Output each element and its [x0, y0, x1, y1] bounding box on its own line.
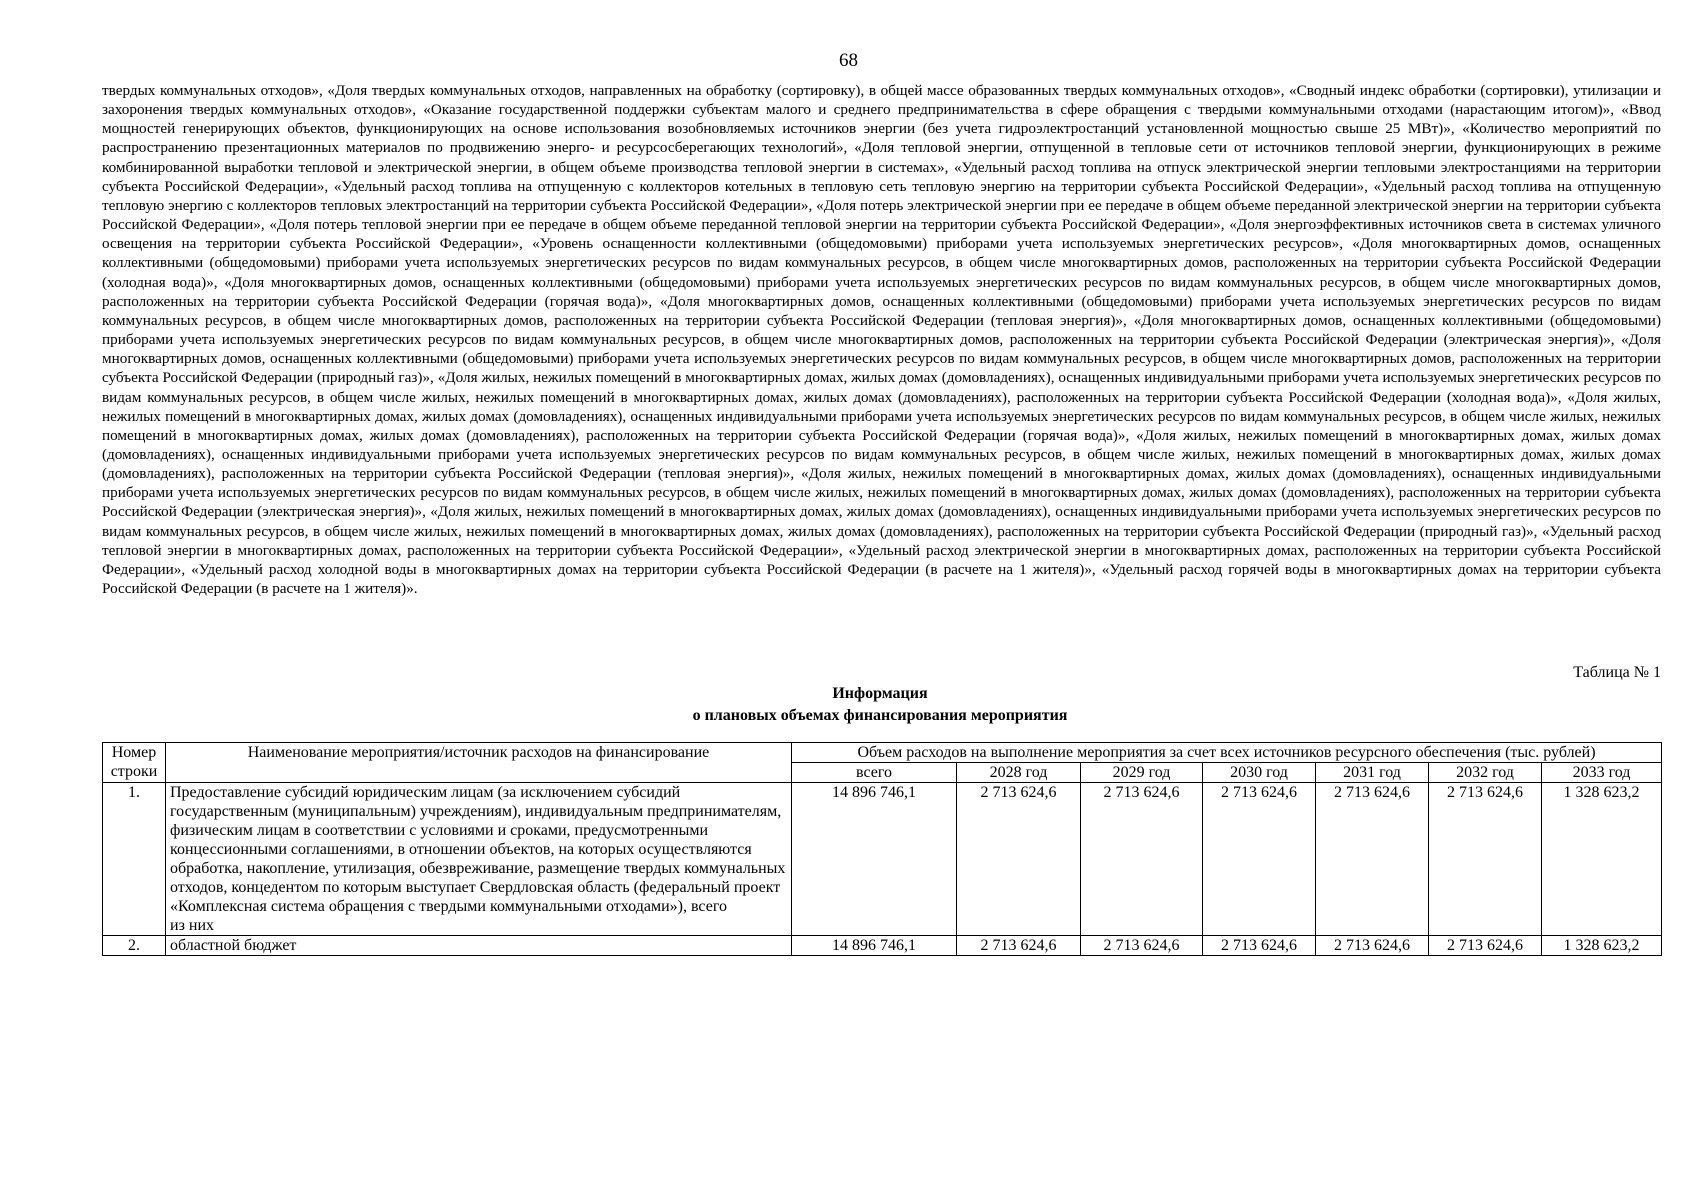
row-name-text: Предоставление субсидий юридическим лицам (за исключением субсидий государственным (муниципальным) учреждениям), индивидуальным предпринимателям, физическим лицам в соответствии с условиями и сроками, предусмотренными концессионными соглашениями, в отношении объектов, на которых осуществляются обработка, накопление, утилизация, обезвреживание, размещение твердых коммунальных отходов, концедентом по которым выступает Свердловская область (федеральный проект «Комплексная система обращения с твердыми коммунальными отходами»), всего — [170, 784, 786, 915]
header-year: 2030 год — [1203, 763, 1316, 783]
row-year-cell: 2 713 624,6 — [1316, 936, 1429, 956]
table-title-line1: Информация — [832, 685, 928, 702]
body-text-paragraph: твердых коммунальных отходов», «Доля твердых коммунальных отходов, направленных на обработку (сортировку), в общей массе образованных твердых коммунальных отходов», «Сводный индекс обработки (сортировки), утилизации и захоронения твердых коммунальных отходов», «Оказание государственной поддержки субъектам малого и среднего предпринимательства в сфере обращения с твердыми коммунальными отходами (нарастающим итогом)», «Ввод мощностей генерирующих объектов, функционирующих на основе использования возобновляемых источников энергии (без учета гидроэлектростанций установленной мощностью свыше 25 МВт)», «Количество мероприятий по распространению презентационных материалов по продвижению энерго- и ресурсосберегающих технологий», «Доля тепловой энергии, отпущенной в тепловые сети от источников тепловой энергии, функционирующих в режиме комбинированной выработки тепловой и электрической энергии, в общем объеме производства тепловой энергии в системах», «Удельный расход топлива на отпуск электрической энергии тепловыми электростанциями на территории субъекта Российской Федерации», «Удельный расход топлива на отпущенную с коллекторов котельных в тепловую сеть тепловую энергию на территории субъекта Российской Федерации», «Удельный расход топлива на отпущенную тепловую энергию с коллекторов тепловых электростанций на территории субъекта Российской Федерации», «Доля потерь электрической энергии при ее передаче в общем объеме переданной электрической энергии на территории субъекта Российской Федерации», «Доля потерь тепловой энергии при ее передаче в общем объеме переданной тепловой энергии на территории субъекта Российской Федерации», «Доля энергоэффективных источников света в системах уличного освещения на территории субъекта Российской Федерации», «Уровень оснащенности коллективными (общедомовыми) приборами учета используемых энергетических ресурсов», «Доля многоквартирных домов, оснащенных коллективными (общедомовыми) приборами учета используемых энергетических ресурсов по видам коммунальных ресурсов, в общем числе многоквартирных домов, расположенных на территории субъекта Российской Федерации (холодная вода)», «Доля многоквартирных домов, оснащенных коллективными (общедомовыми) приборами учета используемых энергетических ресурсов по видам коммунальных ресурсов, в общем числе многоквартирных домов, расположенных на территории субъекта Российской Федерации (горячая вода)», «Доля многоквартирных домов, оснащенных коллективными (общедомовыми) приборами учета используемых энергетических ресурсов по видам коммунальных ресурсов, в общем числе многоквартирных домов, расположенных на территории субъекта Российской Федерации (тепловая энергия)», «Доля многоквартирных домов, оснащенных коллективными (общедомовыми) приборами учета используемых энергетических ресурсов по видам коммунальных ресурсов, в общем числе многоквартирных домов, расположенных на территории субъекта Российской Федерации (электрическая энергия)», «Доля многоквартирных домов, оснащенных коллективными (общедомовыми) приборами учета используемых энергетических ресурсов по видам коммунальных ресурсов, в общем числе многоквартирных домов, расположенных на территории субъекта Российской Федерации (природный газ)», «Доля жилых, нежилых помещений в многоквартирных домах, жилых домах (домовладениях), оснащенных индивидуальными приборами учета используемых энергетических ресурсов по видам коммунальных ресурсов, в общем числе жилых, нежилых помещений в многоквартирных домах, жилых домах (домовладениях), расположенных на территории субъекта Российской Федерации (холодная вода)», «Доля жилых, нежилых помещений в многоквартирных домах, жилых домах (домовладениях), оснащенных индивидуальными приборами учета используемых энергетических ресурсов по видам коммунальных ресурсов, в общем числе жилых, нежилых помещений в многоквартирных домах, жилых домах (домовладениях), расположенных на территории субъекта Российской Федерации (горячая вода)», «Доля жилых, нежилых помещений в многоквартирных домах, жилых домах (домовладениях), оснащенных индивидуальными приборами учета используемых энергетических ресурсов по видам коммунальных ресурсов, в общем числе жилых, нежилых помещений в многоквартирных домах, жилых домах (домовладениях), расположенных на территории субъекта Российской Федерации (тепловая энергия)», «Доля жилых, нежилых помещений в многоквартирных домах, жилых домах (домовладениях), оснащенных индивидуальными приборами учета используемых энергетических ресурсов по видам коммунальных ресурсов, в общем числе жилых, нежилых помещений в многоквартирных домах, жилых домах (домовладениях), расположенных на территории субъекта Российской Федерации (электрическая энергия)», «Доля жилых, нежилых помещений в многоквартирных домах, жилых домах (домовладениях), оснащенных индивидуальными приборами учета используемых энергетических ресурсов по видам коммунальных ресурсов, в общем числе жилых, нежилых помещений в многоквартирных домах, жилых домах (домовладениях), расположенных на территории субъекта Российской Федерации (природный газ)», «Удельный расход тепловой энергии в многоквартирных домах, расположенных на территории субъекта Российской Федерации», «Удельный расход электрической энергии в многоквартирных домах, расположенных на территории субъекта Российской Федерации», «Удельный расход холодной воды в многоквартирных домах на территории субъекта Российской Федерации (в расчете на 1 жителя)», «Удельный расход горячей воды в многоквартирных домах на территории субъекта Российской Федерации (в расчете на 1 жителя)». — [102, 82, 1661, 598]
table-row — [103, 936, 1662, 956]
row-number-cell: 2. — [103, 936, 166, 956]
header-expenditure-group: Объем расходов на выполнение мероприятия за счет всех источников ресурсного обеспечения (тыс. рублей) — [792, 743, 1662, 763]
financing-table — [102, 742, 1662, 956]
row-name-cell — [166, 783, 792, 936]
row-year-cell: 2 713 624,6 — [1429, 936, 1542, 956]
row-year-cell: 2 713 624,6 — [1203, 783, 1316, 936]
row-year-cell: 2 713 624,6 — [1316, 783, 1429, 936]
table-header-row — [103, 743, 1662, 763]
row-year-cell: 1 328 623,2 — [1542, 783, 1662, 936]
row-number-cell: 1. — [103, 783, 166, 936]
table-row — [103, 783, 1662, 936]
header-year: 2033 год — [1542, 763, 1662, 783]
header-year: 2032 год — [1429, 763, 1542, 783]
row-year-cell: 2 713 624,6 — [957, 936, 1081, 956]
row-year-cell: 2 713 624,6 — [1081, 936, 1203, 956]
row-year-cell: 2 713 624,6 — [1203, 936, 1316, 956]
row-year-cell: 2 713 624,6 — [1429, 783, 1542, 936]
header-year: 2028 год — [957, 763, 1081, 783]
row-total-cell: 14 896 746,1 — [792, 783, 957, 936]
row-year-cell: 2 713 624,6 — [1081, 783, 1203, 936]
header-year: 2031 год — [1316, 763, 1429, 783]
header-row-number: Номер строки — [103, 743, 166, 783]
header-total: всего — [792, 763, 957, 783]
table-title-line2: о плановых объемах финансирования мероприятия — [692, 707, 1068, 724]
row-total-cell: 14 896 746,1 — [792, 936, 957, 956]
page-number: 68 — [839, 50, 858, 71]
row-year-cell: 1 328 623,2 — [1542, 936, 1662, 956]
row-name-cell: областной бюджет — [166, 936, 792, 956]
row-year-cell: 2 713 624,6 — [957, 783, 1081, 936]
table-title — [0, 683, 1697, 727]
header-name: Наименование мероприятия/источник расходов на финансирование — [166, 743, 792, 783]
table-number-label: Таблица № 1 — [1573, 664, 1661, 681]
row-name-suffix: из них — [170, 917, 215, 934]
header-year: 2029 год — [1081, 763, 1203, 783]
